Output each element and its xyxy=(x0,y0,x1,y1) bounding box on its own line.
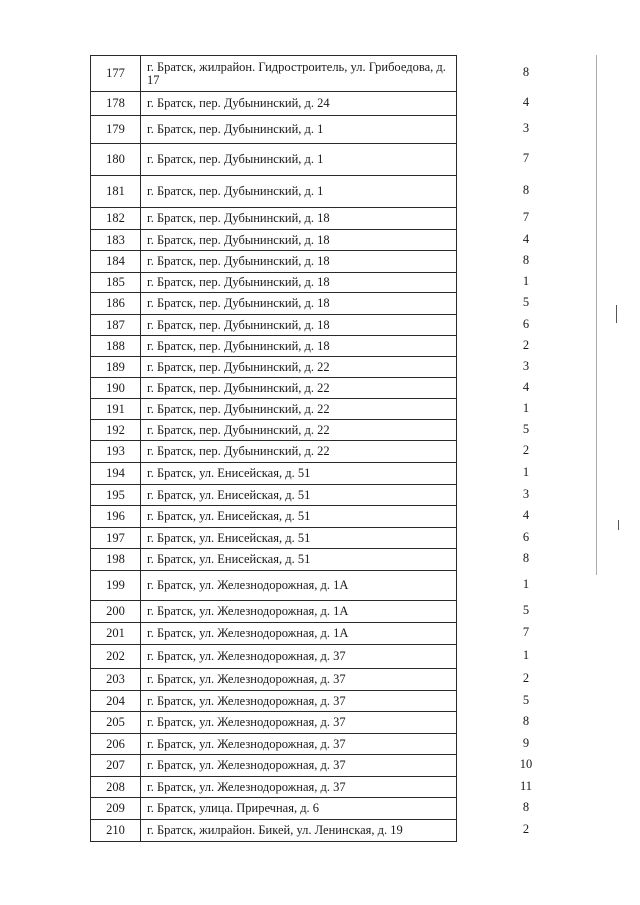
row-count: 2 xyxy=(522,338,530,352)
row-count: 4 xyxy=(522,232,530,246)
table-row xyxy=(91,623,457,645)
row-address: г. Братск, пер. Дубынинский, д. 22 xyxy=(141,441,457,463)
row-count: 5 xyxy=(522,422,530,436)
row-address: г. Братск, жилрайон. Гидростроитель, ул. Грибоедова, д. 17 xyxy=(141,56,457,92)
row-number: 190 xyxy=(91,378,141,399)
table-row xyxy=(91,528,457,549)
row-count: 1 xyxy=(522,648,530,662)
row-count: 3 xyxy=(522,359,530,373)
table-row xyxy=(91,820,457,842)
row-count: 2 xyxy=(522,822,530,836)
row-number: 180 xyxy=(91,144,141,176)
row-count: 8 xyxy=(522,183,530,197)
row-count: 8 xyxy=(522,800,530,814)
row-address: г. Братск, улица. Приречная, д. 6 xyxy=(141,798,457,820)
row-count: 2 xyxy=(522,443,530,457)
row-number: 189 xyxy=(91,357,141,378)
table-row xyxy=(91,463,457,485)
row-address: г. Братск, пер. Дубынинский, д. 18 xyxy=(141,251,457,273)
row-count: 8 xyxy=(522,65,530,79)
row-number: 210 xyxy=(91,820,141,842)
row-number: 182 xyxy=(91,208,141,230)
row-address: г. Братск, ул. Железнодорожная, д. 37 xyxy=(141,734,457,755)
row-number: 207 xyxy=(91,755,141,777)
row-address: г. Братск, ул. Железнодорожная, д. 37 xyxy=(141,777,457,798)
table-row xyxy=(91,549,457,571)
row-address: г. Братск, ул. Енисейская, д. 51 xyxy=(141,463,457,485)
row-number: 195 xyxy=(91,485,141,506)
row-number: 183 xyxy=(91,230,141,251)
table-row xyxy=(91,230,457,251)
table-row xyxy=(91,420,457,441)
row-count: 5 xyxy=(522,693,530,707)
table-row xyxy=(91,669,457,691)
row-count: 5 xyxy=(522,603,530,617)
table-row xyxy=(91,357,457,378)
row-number: 194 xyxy=(91,463,141,485)
row-number: 203 xyxy=(91,669,141,691)
table-row xyxy=(91,755,457,777)
row-count: 2 xyxy=(522,671,530,685)
table-row xyxy=(91,712,457,734)
row-number: 208 xyxy=(91,777,141,798)
row-number: 206 xyxy=(91,734,141,755)
row-count: 9 xyxy=(522,736,530,750)
row-count: 1 xyxy=(522,401,530,415)
row-number: 187 xyxy=(91,315,141,336)
row-count: 7 xyxy=(522,151,530,165)
row-number: 177 xyxy=(91,56,141,92)
row-number: 200 xyxy=(91,601,141,623)
row-address: г. Братск, пер. Дубынинский, д. 18 xyxy=(141,315,457,336)
table-row xyxy=(91,176,457,208)
row-number: 205 xyxy=(91,712,141,734)
row-count: 1 xyxy=(522,465,530,479)
row-count: 7 xyxy=(522,210,530,224)
row-address: г. Братск, пер. Дубынинский, д. 18 xyxy=(141,336,457,357)
row-address: г. Братск, ул. Железнодорожная, д. 37 xyxy=(141,669,457,691)
table-row xyxy=(91,734,457,755)
row-number: 197 xyxy=(91,528,141,549)
row-address: г. Братск, пер. Дубынинский, д. 18 xyxy=(141,293,457,315)
row-address: г. Братск, ул. Железнодорожная, д. 37 xyxy=(141,645,457,669)
row-count: 8 xyxy=(522,253,530,267)
row-count: 11 xyxy=(519,779,533,793)
row-address: г. Братск, пер. Дубынинский, д. 24 xyxy=(141,92,457,116)
row-address: г. Братск, пер. Дубынинский, д. 1 xyxy=(141,144,457,176)
table-row xyxy=(91,441,457,463)
table-row xyxy=(91,399,457,420)
row-address: г. Братск, пер. Дубынинский, д. 1 xyxy=(141,116,457,144)
row-count: 3 xyxy=(522,121,530,135)
table-row xyxy=(91,251,457,273)
row-number: 186 xyxy=(91,293,141,315)
address-table xyxy=(90,55,457,842)
table-row xyxy=(91,273,457,293)
table-row xyxy=(91,691,457,712)
row-address: г. Братск, пер. Дубынинский, д. 22 xyxy=(141,357,457,378)
row-count: 8 xyxy=(522,714,530,728)
row-address: г. Братск, ул. Енисейская, д. 51 xyxy=(141,485,457,506)
table-row xyxy=(91,92,457,116)
column-divider xyxy=(596,55,597,575)
row-address: г. Братск, пер. Дубынинский, д. 18 xyxy=(141,273,457,293)
row-number: 188 xyxy=(91,336,141,357)
row-address: г. Братск, ул. Енисейская, д. 51 xyxy=(141,528,457,549)
row-address: г. Братск, ул. Железнодорожная, д. 1А xyxy=(141,623,457,645)
table-row xyxy=(91,485,457,506)
row-number: 204 xyxy=(91,691,141,712)
row-address: г. Братск, пер. Дубынинский, д. 18 xyxy=(141,230,457,251)
row-number: 179 xyxy=(91,116,141,144)
row-address: г. Братск, пер. Дубынинский, д. 22 xyxy=(141,420,457,441)
row-address: г. Братск, ул. Железнодорожная, д. 37 xyxy=(141,712,457,734)
row-number: 193 xyxy=(91,441,141,463)
row-number: 192 xyxy=(91,420,141,441)
table-row xyxy=(91,336,457,357)
scan-mark xyxy=(616,305,617,323)
row-number: 185 xyxy=(91,273,141,293)
table-row xyxy=(91,571,457,601)
row-count: 4 xyxy=(522,380,530,394)
row-address: г. Братск, пер. Дубынинский, д. 22 xyxy=(141,378,457,399)
row-number: 191 xyxy=(91,399,141,420)
row-number: 198 xyxy=(91,549,141,571)
table-row xyxy=(91,506,457,528)
row-number: 184 xyxy=(91,251,141,273)
row-number: 181 xyxy=(91,176,141,208)
row-address: г. Братск, пер. Дубынинский, д. 22 xyxy=(141,399,457,420)
table-row xyxy=(91,798,457,820)
row-number: 202 xyxy=(91,645,141,669)
table-row xyxy=(91,56,457,92)
row-number: 209 xyxy=(91,798,141,820)
row-count: 1 xyxy=(522,577,530,591)
table-row xyxy=(91,208,457,230)
row-count: 8 xyxy=(522,551,530,565)
row-count: 4 xyxy=(522,95,530,109)
row-number: 196 xyxy=(91,506,141,528)
row-address: г. Братск, ул. Железнодорожная, д. 1А xyxy=(141,571,457,601)
table-row xyxy=(91,116,457,144)
table-row xyxy=(91,144,457,176)
scan-mark xyxy=(618,520,619,530)
row-address: г. Братск, пер. Дубынинский, д. 18 xyxy=(141,208,457,230)
row-count: 6 xyxy=(522,317,530,331)
row-count: 6 xyxy=(522,530,530,544)
row-address: г. Братск, жилрайон. Бикей, ул. Ленинская, д. 19 xyxy=(141,820,457,842)
row-address: г. Братск, ул. Железнодорожная, д. 37 xyxy=(141,755,457,777)
row-count: 3 xyxy=(522,487,530,501)
row-number: 199 xyxy=(91,571,141,601)
row-address: г. Братск, ул. Железнодорожная, д. 37 xyxy=(141,691,457,712)
table-row xyxy=(91,601,457,623)
row-address: г. Братск, пер. Дубынинский, д. 1 xyxy=(141,176,457,208)
row-number: 178 xyxy=(91,92,141,116)
row-address: г. Братск, ул. Енисейская, д. 51 xyxy=(141,549,457,571)
table-row xyxy=(91,378,457,399)
table-row xyxy=(91,777,457,798)
row-count: 10 xyxy=(519,757,533,771)
table-row xyxy=(91,315,457,336)
row-count: 5 xyxy=(522,295,530,309)
table-row xyxy=(91,293,457,315)
row-count: 1 xyxy=(522,274,530,288)
row-count: 7 xyxy=(522,625,530,639)
row-address: г. Братск, ул. Енисейская, д. 51 xyxy=(141,506,457,528)
row-number: 201 xyxy=(91,623,141,645)
row-count: 4 xyxy=(522,508,530,522)
table-row xyxy=(91,645,457,669)
row-address: г. Братск, ул. Железнодорожная, д. 1А xyxy=(141,601,457,623)
